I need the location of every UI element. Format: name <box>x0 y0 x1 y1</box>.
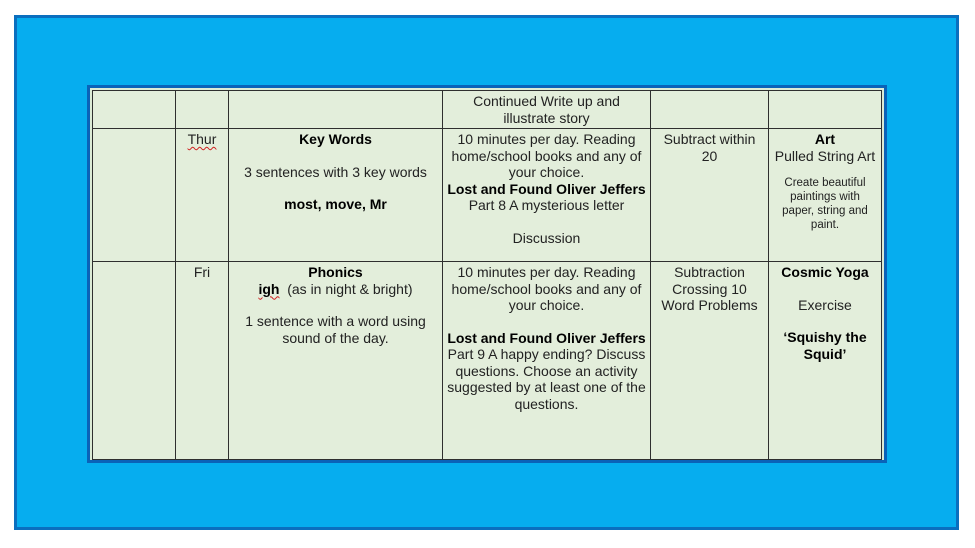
yoga-subtitle: Exercise <box>798 296 852 313</box>
table-row-thursday <box>93 129 882 262</box>
reading-book-title: Lost and Found Oliver Jeffers <box>447 329 646 346</box>
cell-reading-top <box>443 91 651 129</box>
maths-task: Subtract within 20 <box>663 131 756 164</box>
reading-top-text: Continued Write up and illustrate story <box>473 93 620 126</box>
cell-maths-fri <box>651 262 769 460</box>
day-label-fri: Fri <box>193 264 211 280</box>
table-row-friday <box>93 262 882 460</box>
reading-instruction: 10 minutes per day. Reading home/school books and any of your choice. <box>451 264 642 313</box>
timetable <box>92 90 882 460</box>
yoga-title: Cosmic Yoga <box>781 264 869 280</box>
phonics-example: (as in night & bright) <box>287 280 413 297</box>
cell-empty <box>651 91 769 129</box>
reading-instruction: 10 minutes per day. Reading home/school books and any of your choice. <box>451 131 642 180</box>
phonics-title: Phonics <box>308 264 363 280</box>
art-subtitle: Pulled String Art <box>774 147 876 164</box>
key-words-list: most, move, Mr <box>284 196 387 212</box>
art-description: Create beautiful paintings with paper, string and paint. <box>782 177 868 231</box>
cell-empty <box>769 91 882 129</box>
reading-book-title: Lost and Found Oliver Jeffers <box>447 180 646 197</box>
cell-literacy-fri <box>229 262 443 460</box>
maths-task: Subtraction Crossing 10 Word Problems <box>661 264 758 313</box>
cell-day <box>176 262 229 460</box>
cell-empty <box>93 129 176 262</box>
cell-other-fri <box>769 262 882 460</box>
cell-literacy-thur <box>229 129 443 262</box>
cell-empty <box>93 262 176 460</box>
reading-discussion: Discussion <box>512 229 581 246</box>
cell-empty <box>229 91 443 129</box>
cell-day <box>176 129 229 262</box>
day-label-thur: Thur <box>187 131 217 147</box>
reading-part: Part 8 A mysterious letter <box>468 197 625 213</box>
cell-empty <box>176 91 229 129</box>
table-row-top <box>93 91 882 129</box>
art-title: Art <box>814 131 836 147</box>
key-words-title: Key Words <box>299 131 372 147</box>
cell-empty <box>93 91 176 129</box>
cell-other-thur <box>769 129 882 262</box>
phonics-task: 1 sentence with a word using sound of the day. <box>245 313 426 346</box>
cell-maths-thur <box>651 129 769 262</box>
reading-part: Part 9 A happy ending? Discuss questions. Choose an activity suggested by at least one of the questions. <box>447 346 646 412</box>
cell-reading-fri <box>443 262 651 460</box>
yoga-quote: ‘Squishy the Squid’ <box>783 329 867 362</box>
cell-reading-thur <box>443 129 651 262</box>
key-words-task: 3 sentences with 3 key words <box>244 163 427 180</box>
phonics-sound: igh <box>258 280 280 297</box>
